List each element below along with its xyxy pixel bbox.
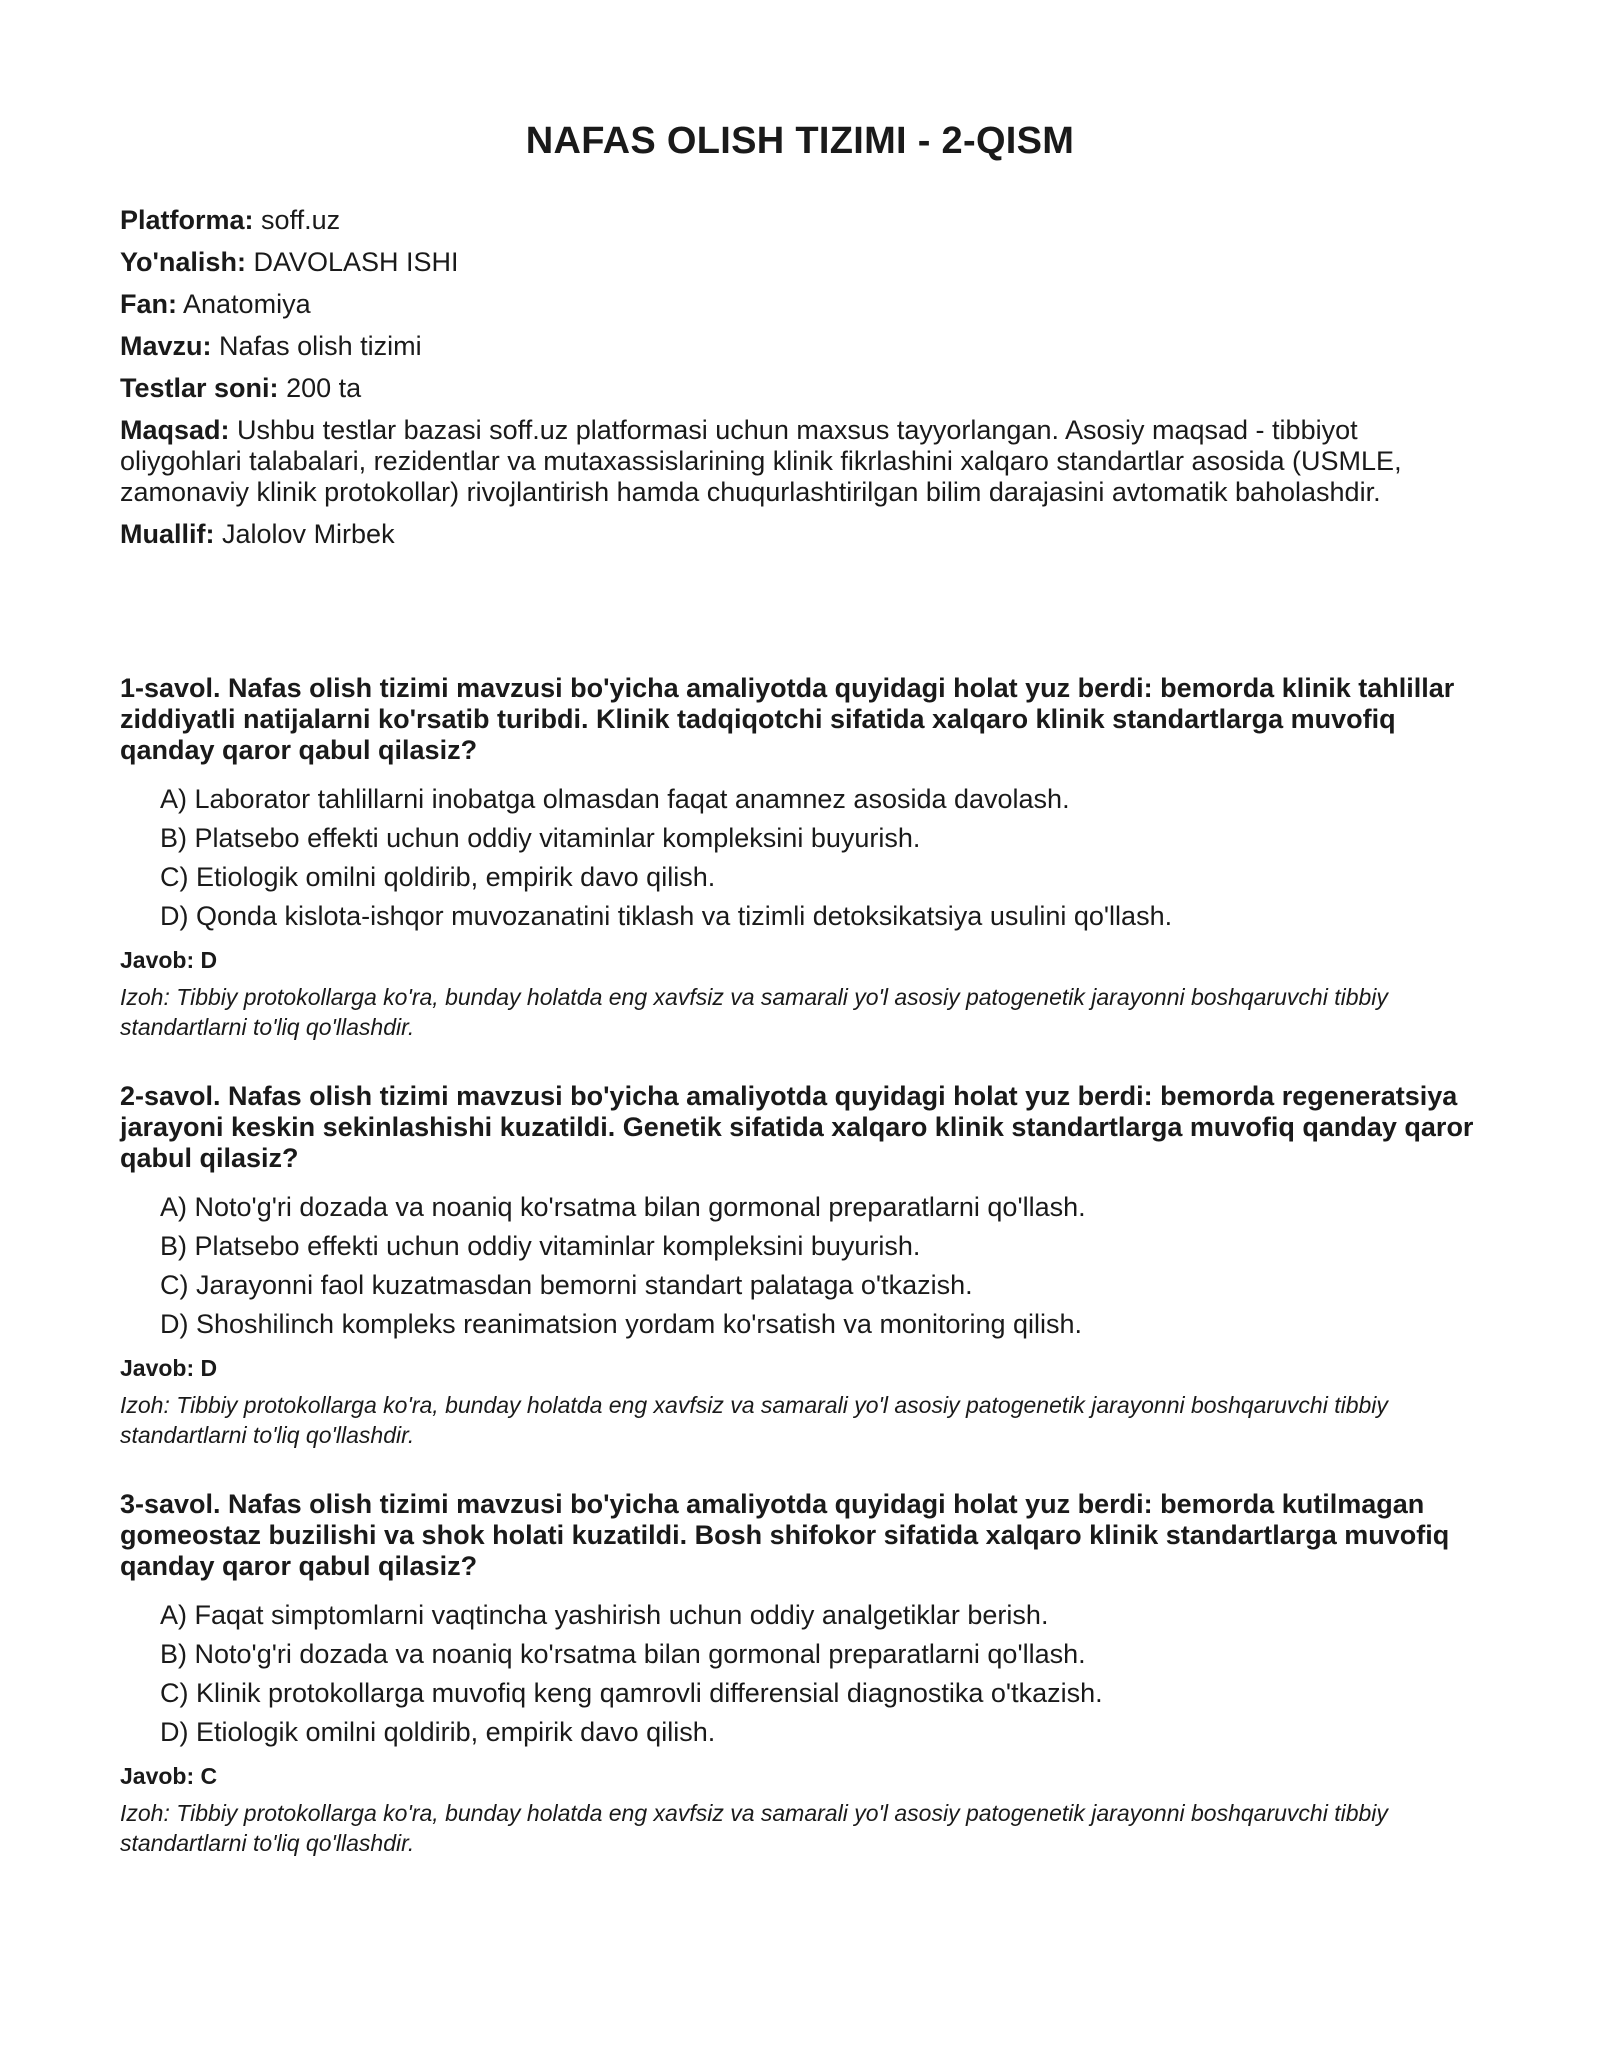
answer-option: A) Laborator tahlillarni inobatga olmasdan faqat anamnez asosida davolash. [160,784,1070,814]
question-item [120,673,1480,1081]
meta-test-count [120,373,1480,404]
answer-option: C) Etiologik omilni qoldirib, empirik davo qilish. [160,862,716,892]
answer-options [120,1188,1480,1344]
meta-author [120,519,1480,550]
document-meta [120,205,1480,561]
meta-subject [120,289,1480,320]
meta-key: Fan: [120,289,177,319]
meta-value: Anatomiya [183,289,311,319]
answer-option: B) Platsebo effekti uchun oddiy vitaminlar kompleksini buyurish. [160,823,921,853]
meta-value: soff.uz [261,205,341,235]
correct-answer: Javob: D [120,1355,218,1381]
correct-answer: Javob: C [120,1763,218,1789]
meta-value: Ushbu testlar bazasi soff.uz platformasi uchun maxsus tayyorlangan. Asosiy maqsad - tibbiyot oliygohlari talabalari, rezidentlar va mutaxassislarining klinik fikrlashini xalqaro standartlar asosida (USMLE, zamonaviy klinik protokollar) rivojlantirish hamda chuqurlashtirilgan bilim darajasini avtomatik baholashdir. [120,415,1402,507]
answer-explanation: Izoh: Tibbiy protokollarga ko'ra, bunday holatda eng xavfsiz va samarali yo'l asosiy patogenetik jarayonni boshqaruvchi tibbiy standartlarni to'liq qo'llashdir. [120,1800,1388,1856]
answer-option: A) Noto'g'ri dozada va noaniq ko'rsatma bilan gormonal preparatlarni qo'llash. [160,1192,1086,1222]
meta-topic [120,331,1480,362]
question-item [120,1081,1480,1489]
meta-key: Muallif: [120,519,215,549]
answer-option: D) Etiologik omilni qoldirib, empirik davo qilish. [160,1717,716,1747]
meta-platform [120,205,1480,236]
meta-key: Mavzu: [120,331,212,361]
correct-answer: Javob: D [120,947,218,973]
meta-key: Platforma: [120,205,254,235]
meta-key: Testlar soni: [120,373,279,403]
document-title: NAFAS OLISH TIZIMI - 2-QISM [525,120,1075,162]
meta-value: Nafas olish tizimi [219,331,422,361]
question-text: 3-savol. Nafas olish tizimi mavzusi bo'yicha amaliyotda quyidagi holat yuz berdi: bemorda kutilmagan gomeostaz buzilishi va shok holati kuzatildi. Bosh shifokor sifatida xalqaro klinik standartlarga muvofiq qanday qaror qabul qilasiz? [120,1489,1450,1581]
answer-option: B) Noto'g'ri dozada va noaniq ko'rsatma bilan gormonal preparatlarni qo'llash. [160,1639,1086,1669]
meta-purpose [120,415,1480,508]
answer-option: C) Jarayonni faol kuzatmasdan bemorni standart palataga o'tkazish. [160,1270,973,1300]
answer-options [120,1596,1480,1752]
question-item [120,1489,1480,1897]
meta-value: Jalolov Mirbek [222,519,395,549]
meta-key: Yo'nalish: [120,247,246,277]
answer-option: B) Platsebo effekti uchun oddiy vitaminlar kompleksini buyurish. [160,1231,921,1261]
answer-option: C) Klinik protokollarga muvofiq keng qamrovli differensial diagnostika o'tkazish. [160,1678,1103,1708]
question-text: 2-savol. Nafas olish tizimi mavzusi bo'yicha amaliyotda quyidagi holat yuz berdi: bemorda regeneratsiya jarayoni keskin sekinlashishi kuzatildi. Genetik sifatida xalqaro klinik standartlarga muvofiq qanday qaror qabul qilasiz? [120,1081,1474,1173]
answer-option: A) Faqat simptomlarni vaqtincha yashirish uchun oddiy analgetiklar berish. [160,1600,1049,1630]
answer-explanation: Izoh: Tibbiy protokollarga ko'ra, bunday holatda eng xavfsiz va samarali yo'l asosiy patogenetik jarayonni boshqaruvchi tibbiy standartlarni to'liq qo'llashdir. [120,984,1388,1040]
meta-value: 200 ta [286,373,362,403]
question-list [120,673,1480,1897]
answer-explanation: Izoh: Tibbiy protokollarga ko'ra, bunday holatda eng xavfsiz va samarali yo'l asosiy patogenetik jarayonni boshqaruvchi tibbiy standartlarni to'liq qo'llashdir. [120,1392,1388,1448]
meta-value: DAVOLASH ISHI [253,247,459,277]
meta-direction [120,247,1480,278]
meta-key: Maqsad: [120,415,230,445]
answer-option: D) Qonda kislota-ishqor muvozanatini tiklash va tizimli detoksikatsiya usulini qo'llash. [160,901,1173,931]
question-text: 1-savol. Nafas olish tizimi mavzusi bo'yicha amaliyotda quyidagi holat yuz berdi: bemorda klinik tahlillar ziddiyatli natijalarni ko'rsatib turibdi. Klinik tadqiqotchi sifatida xalqaro klinik standartlarga muvofiq qanday qaror qabul qilasiz? [120,673,1455,765]
answer-option: D) Shoshilinch kompleks reanimatsion yordam ko'rsatish va monitoring qilish. [160,1309,1083,1339]
answer-options [120,780,1480,936]
